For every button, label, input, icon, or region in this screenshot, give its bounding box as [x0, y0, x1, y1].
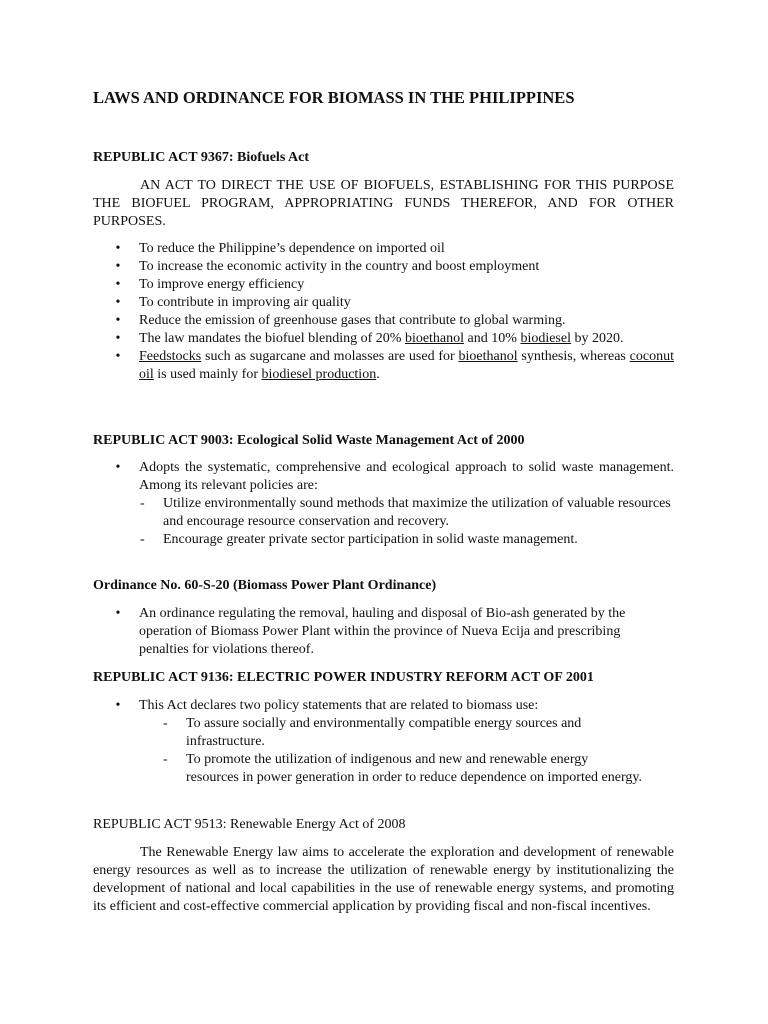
feedstocks-link[interactable]: Feedstocks — [139, 349, 202, 364]
biodiesel-production-link[interactable]: biodiesel production — [261, 367, 377, 382]
ra9367-intro: AN ACT TO DIRECT THE USE OF BIOFUELS, ESTABLISHING FOR THIS PURPOSE THE BIOFUEL PROGRAM, APPROPRIATING FUNDS THEREFOR, AND FOR OTHER PURPOSES. — [93, 178, 674, 229]
list-item-text: To promote the utilization of indigenous and new and renewable energy resources in power generation in order to reduce dependence on imported energy. — [186, 752, 642, 785]
ra9136-heading: REPUBLIC ACT 9136: ELECTRIC POWER INDUSTRY REFORM ACT OF 2001 — [93, 670, 594, 685]
list-item — [93, 276, 674, 294]
bullet-glyph: • — [115, 241, 121, 256]
feed-text-4: . — [376, 367, 380, 382]
list-item — [93, 312, 674, 330]
bullet-glyph: • — [115, 295, 121, 310]
list-item — [139, 531, 674, 549]
ra9367-bullet-list — [93, 240, 674, 384]
bullet-glyph: • — [115, 277, 121, 292]
bioethanol-link[interactable]: bioethanol — [458, 349, 518, 364]
list-item-text: Reduce the emission of greenhouse gases that contribute to global warming. — [139, 313, 566, 328]
list-item-text: Adopts the systematic, comprehensive and ecological approach to solid waste management. Among its relevant policies are: — [139, 460, 674, 493]
list-item — [93, 240, 674, 258]
bullet-glyph: • — [115, 606, 121, 621]
ordinance-bullet-list — [93, 605, 674, 659]
list-item — [93, 258, 674, 276]
list-item-text: To contribute in improving air quality — [139, 295, 351, 310]
list-item — [93, 330, 674, 348]
ra9513-paragraph: The Renewable Energy law aims to accelerate the exploration and development of renewable energy resources as well as to increase the utilization of renewable energy by institutionalizing the development of national and local capabilities in the use of renewable energy systems, and promoting its efficient and cost-effective commercial application by providing fiscal and non-fiscal incentives. — [93, 845, 674, 914]
list-item — [93, 459, 674, 495]
ra9003-bullet-list — [93, 459, 674, 495]
coconut-oil-link[interactable]: coconut oil — [139, 349, 674, 382]
bullet-glyph: • — [115, 259, 121, 274]
blend-text-3: by 2020. — [570, 331, 624, 346]
dash-glyph: - — [140, 532, 145, 547]
list-item — [139, 495, 674, 531]
dash-glyph: - — [163, 752, 168, 767]
list-item-text: An ordinance regulating the removal, hauling and disposal of Bio-ash generated by the operation of Biomass Power Plant within the province of Nueva Ecija and prescribing penalties for violations thereof. — [139, 606, 626, 657]
list-item — [93, 697, 674, 715]
ra9136-policy-list — [162, 715, 642, 787]
feed-text-2: synthesis, whereas — [517, 349, 630, 364]
list-item-text: This Act declares two policy statements that are related to biomass use: — [139, 698, 539, 713]
bioethanol-link[interactable]: bioethanol — [404, 331, 465, 346]
list-item — [162, 715, 642, 751]
list-item-text: Utilize environmentally sound methods that maximize the utilization of valuable resources and encourage resource conservation and recovery. — [163, 496, 671, 529]
list-item — [162, 751, 642, 787]
list-item-text: To improve energy efficiency — [139, 277, 305, 292]
dash-glyph: - — [140, 496, 145, 511]
ra9513-heading: REPUBLIC ACT 9513: Renewable Energy Act of 2008 — [93, 817, 406, 832]
bullet-glyph: • — [115, 460, 121, 475]
ra9003-heading: REPUBLIC ACT 9003: Ecological Solid Waste Management Act of 2000 — [93, 433, 525, 448]
bullet-glyph: • — [115, 331, 121, 346]
list-item-text: To assure socially and environmentally compatible energy sources and infrastructure. — [186, 716, 582, 749]
ordinance-heading: Ordinance No. 60-S-20 (Biomass Power Plant Ordinance) — [93, 578, 437, 593]
ra9136-bullet-list — [93, 697, 674, 715]
ra9003-policy-list — [139, 495, 674, 549]
list-item-text: To increase the economic activity in the country and boost employment — [139, 259, 540, 274]
feed-text-1: such as sugarcane and molasses are used for — [201, 349, 459, 364]
list-item-text: To reduce the Philippine’s dependence on imported oil — [139, 241, 445, 256]
blend-text-1: The law mandates the biofuel blending of 20% — [139, 331, 405, 346]
list-item-text: Encourage greater private sector participation in solid waste management. — [163, 532, 578, 547]
list-item — [93, 348, 674, 384]
feed-text-3: is used mainly for — [153, 367, 262, 382]
bullet-glyph: • — [115, 698, 121, 713]
ra9367-heading: REPUBLIC ACT 9367: Biofuels Act — [93, 150, 309, 165]
list-item — [93, 294, 674, 312]
blend-text-2: and 10% — [464, 331, 521, 346]
biodiesel-link[interactable]: biodiesel — [520, 331, 571, 346]
list-item — [93, 605, 674, 659]
document-title: LAWS AND ORDINANCE FOR BIOMASS IN THE PHILIPPINES — [93, 88, 575, 107]
bullet-glyph: • — [115, 313, 121, 328]
bullet-glyph: • — [115, 349, 121, 364]
dash-glyph: - — [163, 716, 168, 731]
